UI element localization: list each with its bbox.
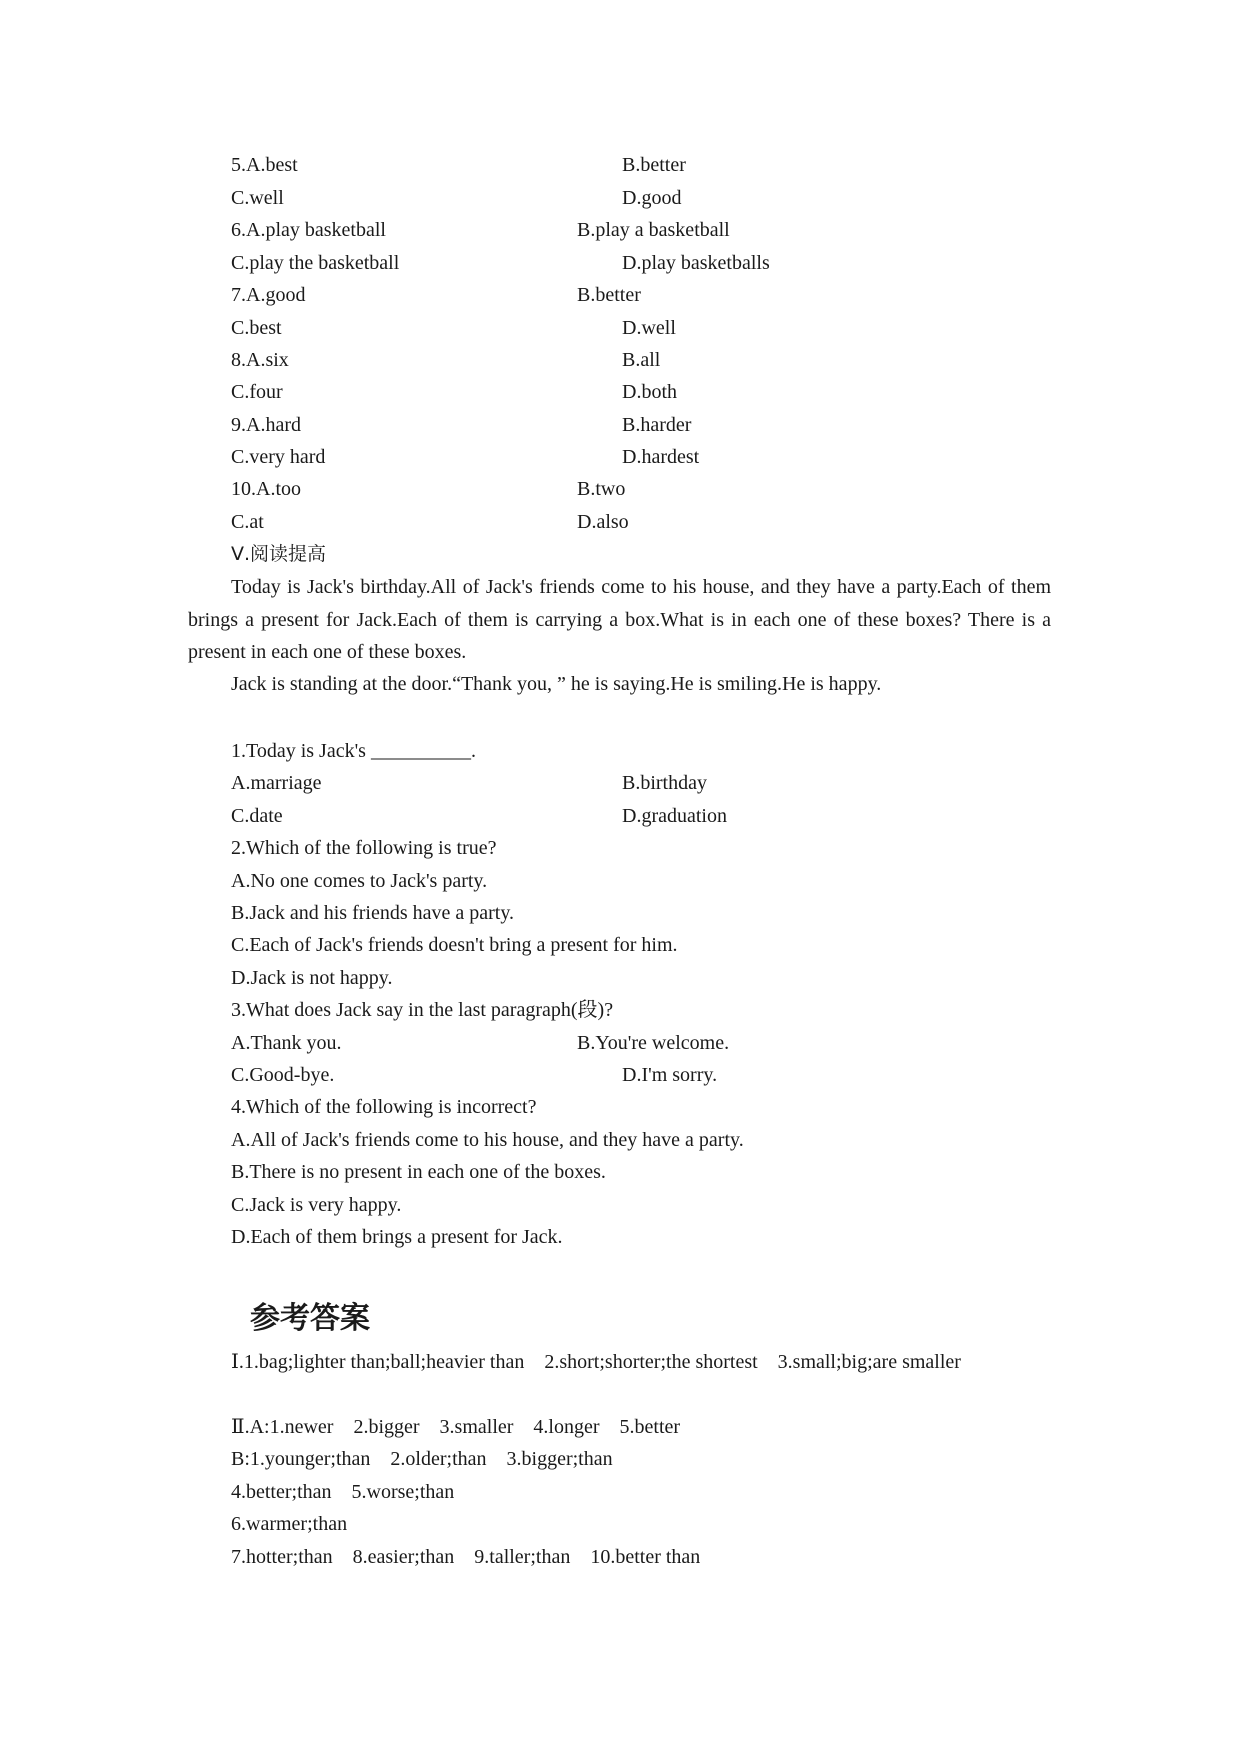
answers-line-5: 6.warmer;than bbox=[231, 1513, 348, 1535]
reading-section-title: Ⅴ.阅读提高 bbox=[231, 543, 327, 565]
question-1-option-c: C.date bbox=[231, 805, 283, 827]
question-1-option-a: A.marriage bbox=[231, 772, 322, 794]
cloze-8-option-c: C.four bbox=[231, 381, 283, 403]
question-3-option-d: D.I'm sorry. bbox=[622, 1064, 718, 1086]
cloze-5-option-d: D.good bbox=[622, 187, 682, 209]
answers-line-3: B:1.younger;than 2.older;than 3.bigger;than bbox=[231, 1448, 613, 1470]
reading-paragraph-2: Jack is standing at the door.“Thank you, ” he is saying.He is smiling.He is happy. bbox=[231, 673, 882, 695]
cloze-10-option-d: D.also bbox=[577, 511, 629, 533]
question-4-stem: 4.Which of the following is incorrect? bbox=[231, 1096, 537, 1118]
question-2-option-b: B.Jack and his friends have a party. bbox=[231, 902, 515, 924]
cloze-7-option-a: 7.A.good bbox=[231, 284, 306, 306]
cloze-10-option-c: C.at bbox=[231, 511, 264, 533]
question-4-option-a: A.All of Jack's friends come to his house, and they have a party. bbox=[231, 1129, 744, 1151]
question-2-stem: 2.Which of the following is true? bbox=[231, 837, 497, 859]
question-4-option-d: D.Each of them brings a present for Jack. bbox=[231, 1226, 563, 1248]
question-4-option-c: C.Jack is very happy. bbox=[231, 1194, 402, 1216]
question-2-option-a: A.No one comes to Jack's party. bbox=[231, 870, 488, 892]
cloze-8-option-d: D.both bbox=[622, 381, 677, 403]
question-3-option-b: B.You're welcome. bbox=[577, 1032, 730, 1054]
question-1-option-d: D.graduation bbox=[622, 805, 727, 827]
question-3-option-a: A.Thank you. bbox=[231, 1032, 342, 1054]
question-3-option-c: C.Good-bye. bbox=[231, 1064, 335, 1086]
cloze-5-option-a: 5.A.best bbox=[231, 154, 298, 176]
cloze-7-option-c: C.best bbox=[231, 317, 282, 339]
answers-line-1: Ⅰ.1.bag;lighter than;ball;heavier than 2.short;shorter;the shortest 3.small;big;are smaller bbox=[231, 1351, 961, 1373]
answers-line-4: 4.better;than 5.worse;than bbox=[231, 1481, 455, 1503]
question-2-option-c: C.Each of Jack's friends doesn't bring a present for him. bbox=[231, 934, 678, 956]
cloze-10-option-b: B.two bbox=[577, 478, 626, 500]
question-1-option-b: B.birthday bbox=[622, 772, 707, 794]
cloze-7-option-b: B.better bbox=[577, 284, 641, 306]
answers-title: 参考答案 bbox=[250, 1301, 370, 1336]
question-4-option-b: B.There is no present in each one of the boxes. bbox=[231, 1161, 606, 1183]
cloze-7-option-d: D.well bbox=[622, 317, 676, 339]
cloze-10-option-a: 10.A.too bbox=[231, 478, 301, 500]
cloze-8-option-b: B.all bbox=[622, 349, 661, 371]
question-2-option-d: D.Jack is not happy. bbox=[231, 967, 393, 989]
cloze-5-option-c: C.well bbox=[231, 187, 284, 209]
question-3-stem: 3.What does Jack say in the last paragraph(段)? bbox=[231, 999, 614, 1021]
cloze-5-option-b: B.better bbox=[622, 154, 686, 176]
question-1-stem: 1.Today is Jack's __________. bbox=[231, 740, 476, 762]
cloze-9-option-d: D.hardest bbox=[622, 446, 700, 468]
cloze-9-option-c: C.very hard bbox=[231, 446, 326, 468]
reading-paragraph-1: Today is Jack's birthday.All of Jack's friends come to his house, and they have a party.Each of them brings a present for Jack.Each of them is carrying a box.What is in each one of these boxes? There is a present in each one of these boxes. bbox=[188, 576, 1051, 663]
answers-line-2: Ⅱ.A:1.newer 2.bigger 3.smaller 4.longer 5.better bbox=[231, 1416, 681, 1438]
cloze-9-option-a: 9.A.hard bbox=[231, 414, 301, 436]
cloze-6-option-a: 6.A.play basketball bbox=[231, 219, 386, 241]
cloze-9-option-b: B.harder bbox=[622, 414, 692, 436]
answers-line-6: 7.hotter;than 8.easier;than 9.taller;than 10.better than bbox=[231, 1546, 701, 1568]
cloze-8-option-a: 8.A.six bbox=[231, 349, 289, 371]
cloze-6-option-d: D.play basketballs bbox=[622, 252, 770, 274]
cloze-6-option-b: B.play a basketball bbox=[577, 219, 730, 241]
cloze-6-option-c: C.play the basketball bbox=[231, 252, 400, 274]
